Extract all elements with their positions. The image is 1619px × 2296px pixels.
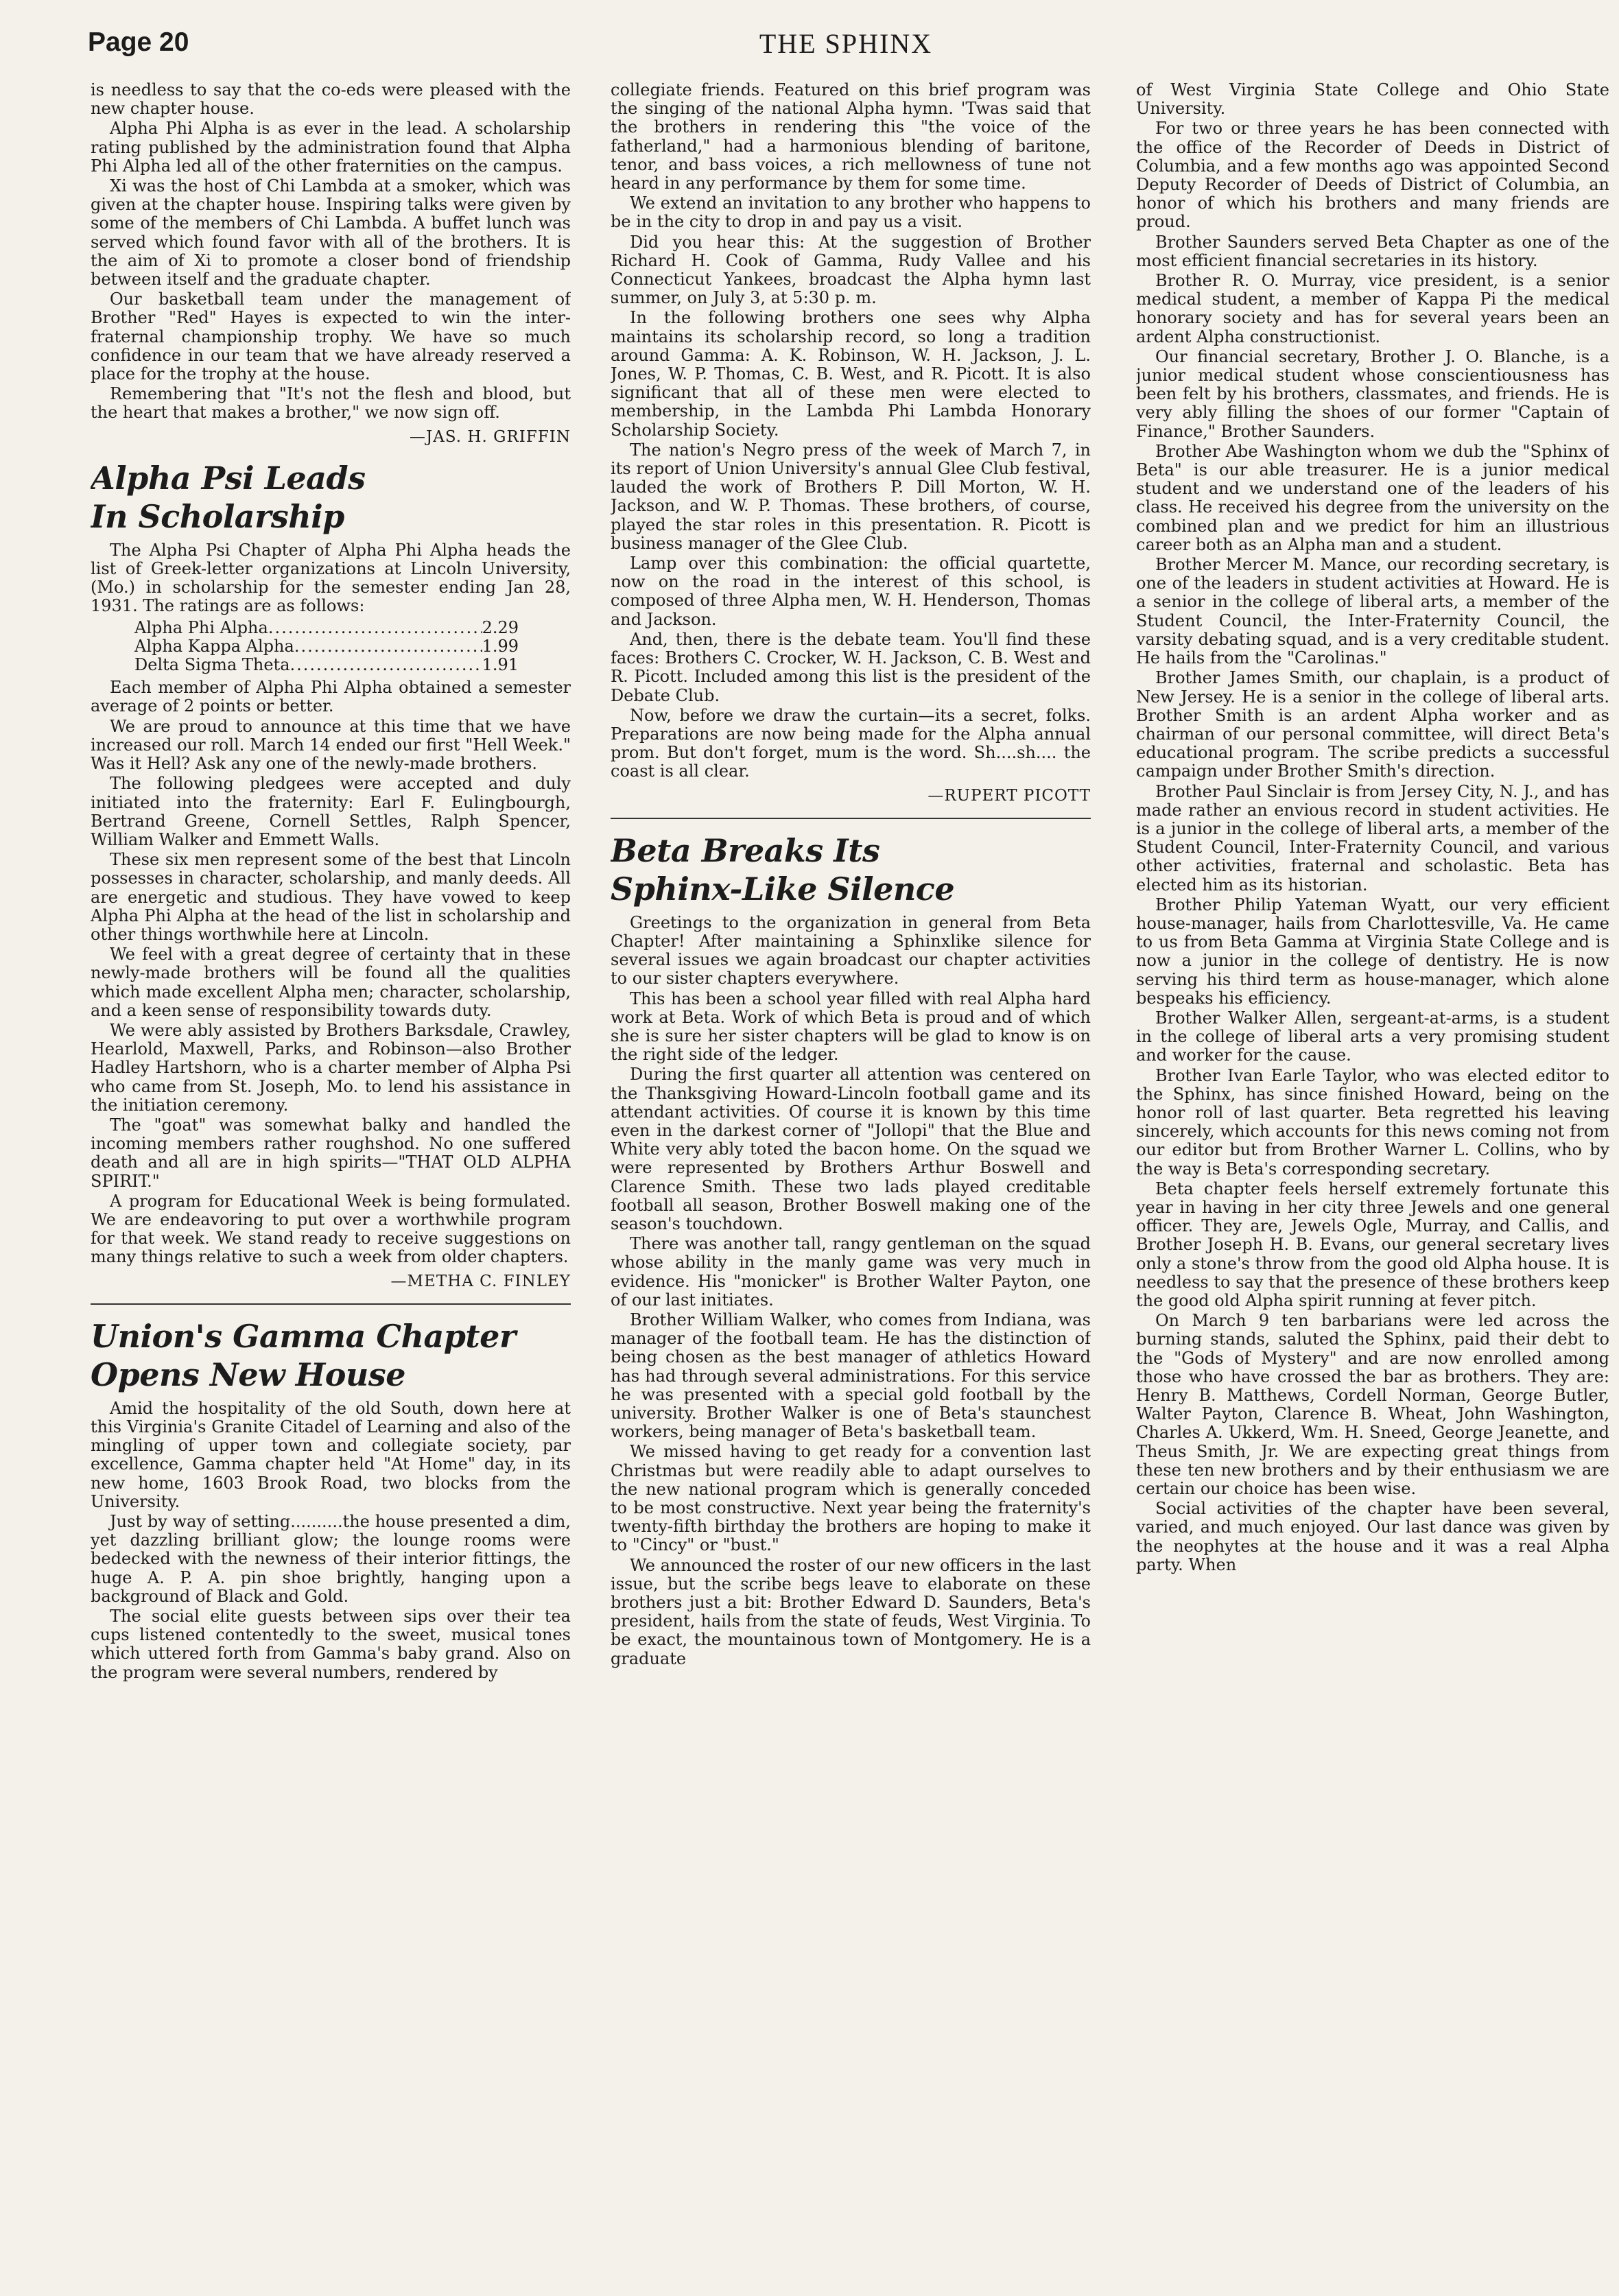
rating-name: Alpha Phi Alpha [134, 617, 268, 637]
signature: —JAS. H. GRIFFIN [410, 427, 571, 446]
paragraph: Amid the hospitality of the old South, down here at this Virginia's Granite Citadel of Learning and also of the mingling of upper town and collegiate society, par excellence, Gamma chapter held "At Home" day, in its new home, 1603 Brook Road, two blocks from the University. [91, 1398, 571, 1511]
column-1 [91, 81, 571, 2273]
column-2 [611, 81, 1091, 2273]
paragraph: Xi was the host of Chi Lambda at a smoker, which was given at the chapter house. Inspiring talks were given by some of the members of Chi Lambda. A buffet lunch was served which found favor with all of the brothers. It is the aim of Xi to promote a closer bond of friendship between itself and the graduate chapter. [91, 176, 571, 289]
paragraph: We were ably assisted by Brothers Barksdale, Crawley, Hearlold, Maxwell, Parks, and Robinson—also Brother Hadley Hartshorn, who is a charter member of Alpha Psi who came from St. Joseph, Mo. to lend his assistance in the initiation ceremony. [91, 1020, 571, 1115]
paragraph: Brother Abe Washington whom we dub the "Sphinx of Beta" is our able treasurer. He is a junior medical student and we understand one of the leaders of his class. He received his degree from the university on the combined plan and we predict for him an illustrious career both as an Alpha man and a student. [1136, 441, 1609, 554]
paragraph: The following pledgees were accepted and duly initiated into the fraternity: Earl F. Eulingbourgh, Bertrand Greene, Cornell Settles, Ralph Spencer, William Walker and Emmett Walls. [91, 774, 571, 849]
paragraph: These six men represent some of the best that Lincoln possesses in character, scholarship, and manly deeds. All are energetic and studious. They have vowed to keep Alpha Phi Alpha at the head of the list in scholarship and other things worthwhile here at Lincoln. [91, 850, 571, 944]
paragraph: Social activities of the chapter have been several, varied, and much enjoyed. Our last dance was given by the neophytes at the house and it was a real Alpha party. When [1136, 1499, 1609, 1574]
heading-line: Opens New House [91, 1356, 406, 1393]
paragraph: The "goat" was somewhat balky and handled the incoming members rather roughshod. No one suffered death and all are in high spirits—"THAT OLD ALPHA SPIRIT." [91, 1115, 571, 1191]
paragraph: There was another tall, rangy gentleman on the squad whose ability in the manly game was very much in evidence. His "monicker" is Brother Walter Payton, one of our last initiates. [611, 1234, 1091, 1310]
signature: —METHA C. FINLEY [390, 1272, 571, 1290]
paragraph: We missed having to get ready for a convention last Christmas but were readily able to adapt ourselves to the new national program which is generally conceded to be most constructive. Next year being the fraternity's twenty-fifth birthday the brothers are hoping to make it to "Cincy" or "bust." [611, 1442, 1091, 1555]
paragraph: The Alpha Psi Chapter of Alpha Phi Alpha heads the list of Greek-letter organizations at Lincoln University, (Mo.) in scholarship for the semester ending Jan 28, 1931. The ratings are as follows: [91, 540, 571, 616]
paragraph: Brother Saunders served Beta Chapter as one of the most efficient financial secretaries in its history. [1136, 232, 1609, 270]
divider [91, 1303, 571, 1305]
heading-line: Beta Breaks Its [611, 831, 880, 869]
paragraph: We feel with a great degree of certainty that in these newly-made brothers will be found all the qualities which made excellent Alpha men; character, scholarship, and a keen sense of responsibility towards duty. [91, 945, 571, 1020]
paragraph: Lamp over this combination: the official quartette, now on the road in the interest of this school, is composed of three Alpha men, W. H. Henderson, Thomas and Jackson. [611, 554, 1091, 629]
paragraph: Brother James Smith, our chaplain, is a product of New Jersey. He is a senior in the college of liberal arts. Brother Smith is an ardent Alpha worker and as chairman of our personal committee, will direct Beta's educational program. The scribe predicts a successful campaign under Brother Smith's direction. [1136, 668, 1609, 781]
rating-score: 1.91 [482, 655, 519, 675]
paragraph: Our financial secretary, Brother J. O. Blanche, is a junior medical student whose conscientiousness has been felt by his brothers, classmates, and friends. He is very ably filling the shoes of our former "Captain of Finance," Brother Saunders. [1136, 346, 1609, 441]
rating-score: 2.29 [482, 617, 519, 637]
paragraph: collegiate friends. Featured on this brief program was the singing of the national Alpha hymn. 'Twas said that the brothers in rendering this "the voice of the fatherland," had a harmonious blending of baritone, tenor, and bass voices, a rich mellowness of tune not heard in any performance by them for some time. [611, 81, 1091, 193]
paragraph: A program for Educational Week is being formulated. We are endeavoring to put over a worthwhile program for that week. We stand ready to receive suggestions on many things relative to such a week from older chapters. [91, 1191, 571, 1267]
rating-score: 1.99 [482, 636, 519, 656]
masthead-title: THE SPHINX [759, 28, 933, 59]
heading-line: Union's Gamma Chapter [91, 1317, 516, 1355]
rating-name: Alpha Kappa Alpha [134, 636, 294, 656]
paragraph: Just by way of setting..........the house presented a dim, yet dazzling brilliant glow; the lounge rooms were bedecked with the newness of their interior fittings, the huge A. P. A. pin shoe brightly, hanging upon a background of Black and Gold. [91, 1512, 571, 1606]
article-heading [91, 1317, 571, 1394]
ratings-list [134, 619, 571, 675]
heading-line: Sphinx-Like Silence [611, 870, 955, 908]
paragraph: We extend an invitation to any brother who happens to be in the city to drop in and pay us a visit. [611, 193, 1091, 232]
column-3 [1136, 81, 1609, 2273]
paragraph: Did you hear this: At the suggestion of Brother Richard H. Cook of Gamma, Rudy Vallee and his Connecticut Yankees, broadcast the Alpha hymn last summer, on July 3, at 5:30 p. m. [611, 232, 1091, 308]
page-number: Page 20 [88, 27, 189, 57]
paragraph: Greetings to the organization in general from Beta Chapter! After maintaining a Sphinxlike silence for several issues we again broadcast our chapter activities to our sister chapters everywhere. [611, 912, 1091, 989]
signature: —RUPERT PICOTT [927, 786, 1091, 805]
paragraph: Brother William Walker, who comes from Indiana, was manager of the football team. He has the distinction of being chosen as the best manager of athletics Howard has had through several administrations. For this service he was presented with a special gold football by the university. Brother Walker is one of Beta's staunchest workers, being manager of Beta's basketball team. [611, 1310, 1091, 1442]
paragraph: We announced the roster of our new officers in the last issue, but the scribe begs leave to elaborate on these brothers just a bit: Brother Edward D. Saunders, Beta's president, hails from the state of feuds, West Virginia. To be exact, the mountainous town of Montgomery. He is a graduate [611, 1555, 1091, 1668]
paragraph: For two or three years he has been connected with the office of the Recorder of Deeds in District of Columbia, and a few months ago was appointed Second Deputy Recorder of Deeds of District of Columbia, an honor of which his brothers and many friends are proud. [1136, 119, 1609, 232]
page-header [88, 19, 1604, 67]
paragraph: Brother Ivan Earle Taylor, who was elected editor to the Sphinx, has since finished Howard, being on the honor roll of last quarter. Beta regretted his leaving sincerely, which accounts for this news coming not from our editor but from Brother Warner L. Collins, who by the way is Beta's corresponding secretary. [1136, 1065, 1609, 1179]
article-heading [91, 459, 571, 536]
paragraph: In the following brothers one sees why Alpha maintains its scholarship record, so long a tradition around Gamma: A. K. Robinson, W. H. Jackson, J. L. Jones, W. P. Thomas, C. B. West, and R. Picott. It is also significant that all of these men were elected to membership, in the Lambda Phi Lambda Honorary Scholarship Society. [611, 308, 1091, 440]
rating-row [134, 619, 519, 637]
paragraph: of West Virginia State College and Ohio State University. [1136, 81, 1609, 119]
paragraph: Brother Paul Sinclair is from Jersey City, N. J., and has made rather an envious record in student activities. He is a junior in the college of liberal arts, a member of the Student Council, Inter-Fraternity Council, and various other activities, fraternal and scholastic. Beta has elected him as its historian. [1136, 781, 1609, 895]
paragraph: This has been a school year filled with real Alpha hard work at Beta. Work of which Beta is proud and of which she is sure her sister chapters will be glad to know is on the right side of the ledger. [611, 989, 1091, 1065]
paragraph: Brother Walker Allen, sergeant-at-arms, is a student in the college of liberal arts a very promising student and worker for the cause. [1136, 1008, 1609, 1065]
paragraph: Brother R. O. Murray, vice president, is a senior medical student, a member of Kappa Pi the medical honorary society and has for several years been an ardent Alpha constructionist. [1136, 271, 1609, 346]
paragraph: Now, before we draw the curtain—its a secret, folks. Preparations are now being made for the Alpha annual prom. But don't forget, mum is the word. Sh....sh.... the coast is all clear. [611, 705, 1091, 781]
paragraph: Beta chapter feels herself extremely fortunate this year in having in her city three Jewels and one general officer. They are, Jewels Ogle, Murray, and Callis, and Brother Joseph H. B. Evans, our general secretary lives only a stone's throw from the good old Alpha house. It is needless to say that the presence of these brothers keep the good old Alpha spirit running at fever pitch. [1136, 1179, 1609, 1310]
heading-line: In Scholarship [91, 497, 344, 535]
paragraph: The nation's Negro press of the week of March 7, in its report of Union University's annual Glee Club festival, lauded the work of Brothers P. Dill Morton, W. H. Jackson, and W. P. Thomas. These brothers, of course, played the star roles in this presentation. R. Picott is business manager of the Glee Club. [611, 440, 1091, 553]
paragraph: Our basketball team under the management of Brother "Red" Hayes is expected to win the inter-fraternal championship trophy. We have so much confidence in our team that we have already reserved a place for the trophy at the house. [91, 289, 571, 384]
article-heading [611, 831, 1091, 908]
paragraph: During the first quarter all attention was centered on the Thanksgiving Howard-Lincoln football game and its attendant activities. Of course it is known by this time even in the darkest corner of "Jollopi" that the Blue and White very ably toted the bacon home. On the squad we were represented by Brothers Arthur Boswell and Clarence Smith. These two lads played creditable football all season, Brother Boswell making one of the season's touchdown. [611, 1065, 1091, 1233]
rating-row [134, 656, 519, 674]
paragraph: Brother Philip Yateman Wyatt, our very efficient house-manager, hails from Charlottesville, Va. He came to us from Beta Gamma at Virginia State College and is now a junior in the college of dentistry. He is now serving his third term as house-manager, which alone bespeaks his efficiency. [1136, 895, 1609, 1008]
paragraph: The social elite guests between sips over their tea cups listened contentedly to the sweet, musical tones which uttered forth from Gamma's baby grand. Also on the program were several numbers, rendered by [91, 1607, 571, 1682]
rating-name: Delta Sigma Theta [134, 655, 290, 675]
paragraph: Alpha Phi Alpha is as ever in the lead. A scholarship rating published by the administration found that Alpha Phi Alpha led all of the other fraternities on the campus. [91, 119, 571, 176]
paragraph: On March 9 ten barbarians were led across the burning stands, saluted the Sphinx, paid their debt to the "Gods of Mystery" and are now enrolled among those who have crossed the bar as brothers. They are: Henry B. Matthews, Cordell Norman, George Butler, Walter Payton, Clarence B. Wheat, John Washington, Charles A. Ukkerd, Wm. H. Sneed, George Jeanette, and Theus Smith, Jr. We are expecting great things from these ten new brothers and by their enthusiasm we are certain our choice has been wise. [1136, 1311, 1609, 1499]
rating-row [134, 637, 519, 656]
heading-line: Alpha Psi Leads [91, 459, 366, 497]
paragraph: is needless to say that the co-eds were pleased with the new chapter house. [91, 81, 571, 119]
paragraph: Remembering that "It's not the flesh and blood, but the heart that makes a brother," we now sign off. [91, 384, 571, 423]
paragraph: Each member of Alpha Phi Alpha obtained a semester average of 2 points or better. [91, 678, 571, 716]
paragraph: Brother Mercer M. Mance, our recording secretary, is one of the leaders in student activities at Howard. He is a senior in the college of liberal arts, a member of the Student Council, the Inter-Fraternity Council, the varsity debating squad, and is a very creditable student. He hails from the "Carolinas." [1136, 555, 1609, 668]
paragraph: And, then, there is the debate team. You'll find these faces: Brothers C. Crocker, W. H. Jackson, C. B. West and R. Picott. Included among this list is the president of the Debate Club. [611, 629, 1091, 705]
divider [611, 818, 1091, 819]
paragraph: We are proud to announce at this time that we have increased our roll. March 14 ended our first "Hell Week." Was it Hell? Ask any one of the newly-made brothers. [91, 716, 571, 774]
